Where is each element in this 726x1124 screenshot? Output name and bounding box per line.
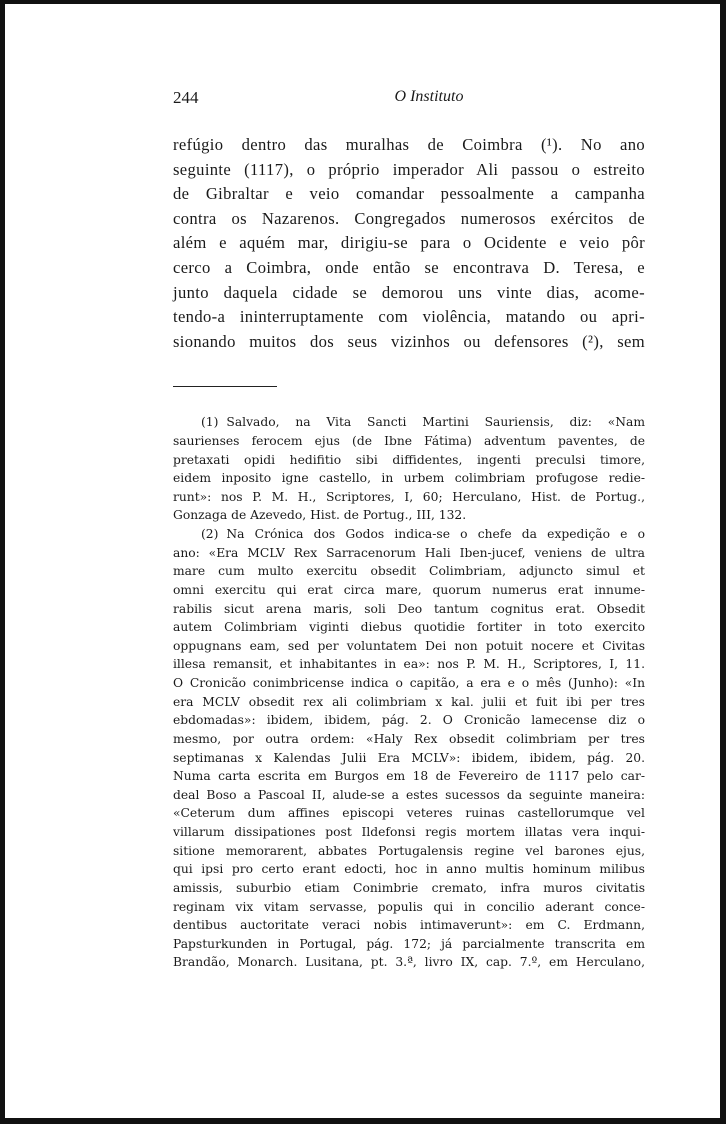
footnote-line: runt»: nos P. M. H., Scriptores, I, 60; Herculano, Hist. de Portug., — [173, 489, 645, 504]
page-number: 244 — [173, 88, 199, 107]
footnote-line: sitione memorarent, abbates Portugalensis regine vel barones ejus, — [173, 843, 645, 858]
footnote-mark: (2) — [201, 527, 219, 542]
footnote-line: oppugnans eam, sed per voluntatem Dei non potuit nocere et Civitas — [173, 638, 645, 653]
footnote-line: (2) Na Crónica dos Godos indica-se o chefe da expedição e o — [201, 527, 645, 542]
main-line: contra os Nazarenos. Congregados numerosos exércitos de — [173, 208, 645, 228]
footnote-line: deal Boso a Pascoal II, alude-se a estes sucessos da seguinte maneira: — [173, 787, 645, 802]
footnote-line: omni exercitu qui erat circa mare, quorum numerus erat innume- — [173, 582, 645, 597]
running-head — [173, 86, 645, 110]
footnote-line: pretaxati opidi hedifitio sibi diffidentes, ingenti preculsi timore, — [173, 452, 645, 467]
footnote-line: villarum dissipationes post Ildefonsi regis mortem illatas vera inqui- — [173, 825, 645, 840]
footnote-line: mare cum multo exercitu obsedit Colimbriam, adjuncto simul et — [173, 564, 645, 579]
footnote-line: septimanas x Kalendas Julii Era MCLV»: ibidem, ibidem, pág. 20. — [173, 750, 645, 765]
footnotes — [173, 413, 645, 972]
footnote-line: autem Colimbriam viginti diebus quotidie fortiter in toto exercito — [173, 620, 645, 635]
footnote-line: (1) Salvado, na Vita Sancti Martini Sauriensis, diz: «Nam — [201, 415, 645, 430]
footnote-line: O Cronicão conimbricense indica o capitão, a era e o mês (Junho): «In — [173, 676, 645, 691]
journal-title: O Instituto — [394, 88, 464, 105]
footnote-line: amissis, suburbio etiam Conimbrie cremato, infra muros civitatis — [173, 880, 645, 895]
footnote-mark: (1) — [201, 415, 219, 430]
footnote-line: Numa carta escrita em Burgos em 18 de Fevereiro de 1117 pelo car- — [173, 769, 645, 784]
main-line: junto daquela cidade se demorou uns vinte dias, acome- — [173, 282, 645, 302]
footnote-line: ano: «Era MCLV Rex Sarracenorum Hali Iben-jucef, veniens de ultra — [173, 545, 645, 560]
main-line: sionando muitos dos seus vizinhos ou defensores (²), sem — [173, 331, 645, 351]
footnote-line: «Ceterum dum affines episcopi veteres ruinas castellorumque vel — [173, 806, 645, 821]
footnote-line: mesmo, por outra ordem: «Haly Rex obsedit colimbriam per tres — [173, 731, 645, 746]
footnote-line: qui ipsi pro certo erant edocti, hoc in anno multis hominum milibus — [173, 862, 645, 877]
footnote-line: illesa remansit, et inhabitantes in ea»: nos P. M. H., Scriptores, I, 11. — [173, 657, 645, 672]
footnote-line: ebdomadas»: ibidem, ibidem, pág. 2. O Cronicão lamecense diz o — [173, 713, 645, 728]
footnote-line: dentibus auctoritate veraci nobis intimaverunt»: em C. Erdmann, — [173, 918, 645, 933]
footnote-line: rabilis sicut arena maris, soli Deo tantum cognitus erat. Obsedit — [173, 601, 645, 616]
footnote-line: era MCLV obsedit rex ali colimbriam x kal. julii et fuit ibi per tres — [173, 694, 645, 709]
footnote-line: Gonzaga de Azevedo, Hist. de Portug., III, 132. — [173, 508, 467, 523]
main-line: de Gibraltar e veio comandar pessoalmente a campanha — [173, 184, 645, 204]
footnote-line: eidem inposito igne castello, in urbem colimbriam profugose redie- — [173, 471, 645, 486]
footnote-line: saurienses ferocem ejus (de Ibne Fátima) adventum paventes, de — [173, 433, 645, 448]
main-paragraph — [173, 133, 645, 354]
footnote-line: Papsturkunden in Portugal, pág. 172; já parcialmente transcrita em — [173, 936, 645, 951]
main-line: além e aquém mar, dirigiu-se para o Ocidente e veio pôr — [173, 233, 645, 253]
page — [173, 86, 645, 972]
footnote-divider — [173, 386, 277, 387]
main-line: seguinte (1117), o próprio imperador Ali passou o estreito — [173, 159, 645, 179]
main-line: cerco a Coimbra, onde então se encontrava D. Teresa, e — [173, 257, 645, 277]
footnote-line: Brandão, Monarch. Lusitana, pt. 3.ª, livro IX, cap. 7.º, em Herculano, — [173, 955, 645, 970]
footnote-2 — [173, 525, 645, 972]
main-line: tendo-a ininterruptamente com violência, matando ou apri- — [173, 307, 645, 327]
footnote-1 — [173, 413, 645, 525]
footnote-line: reginam vix vitam servasse, populis qui in concilio aderant conce- — [173, 899, 645, 914]
main-line: refúgio dentro das muralhas de Coimbra (¹). No ano — [173, 135, 645, 154]
